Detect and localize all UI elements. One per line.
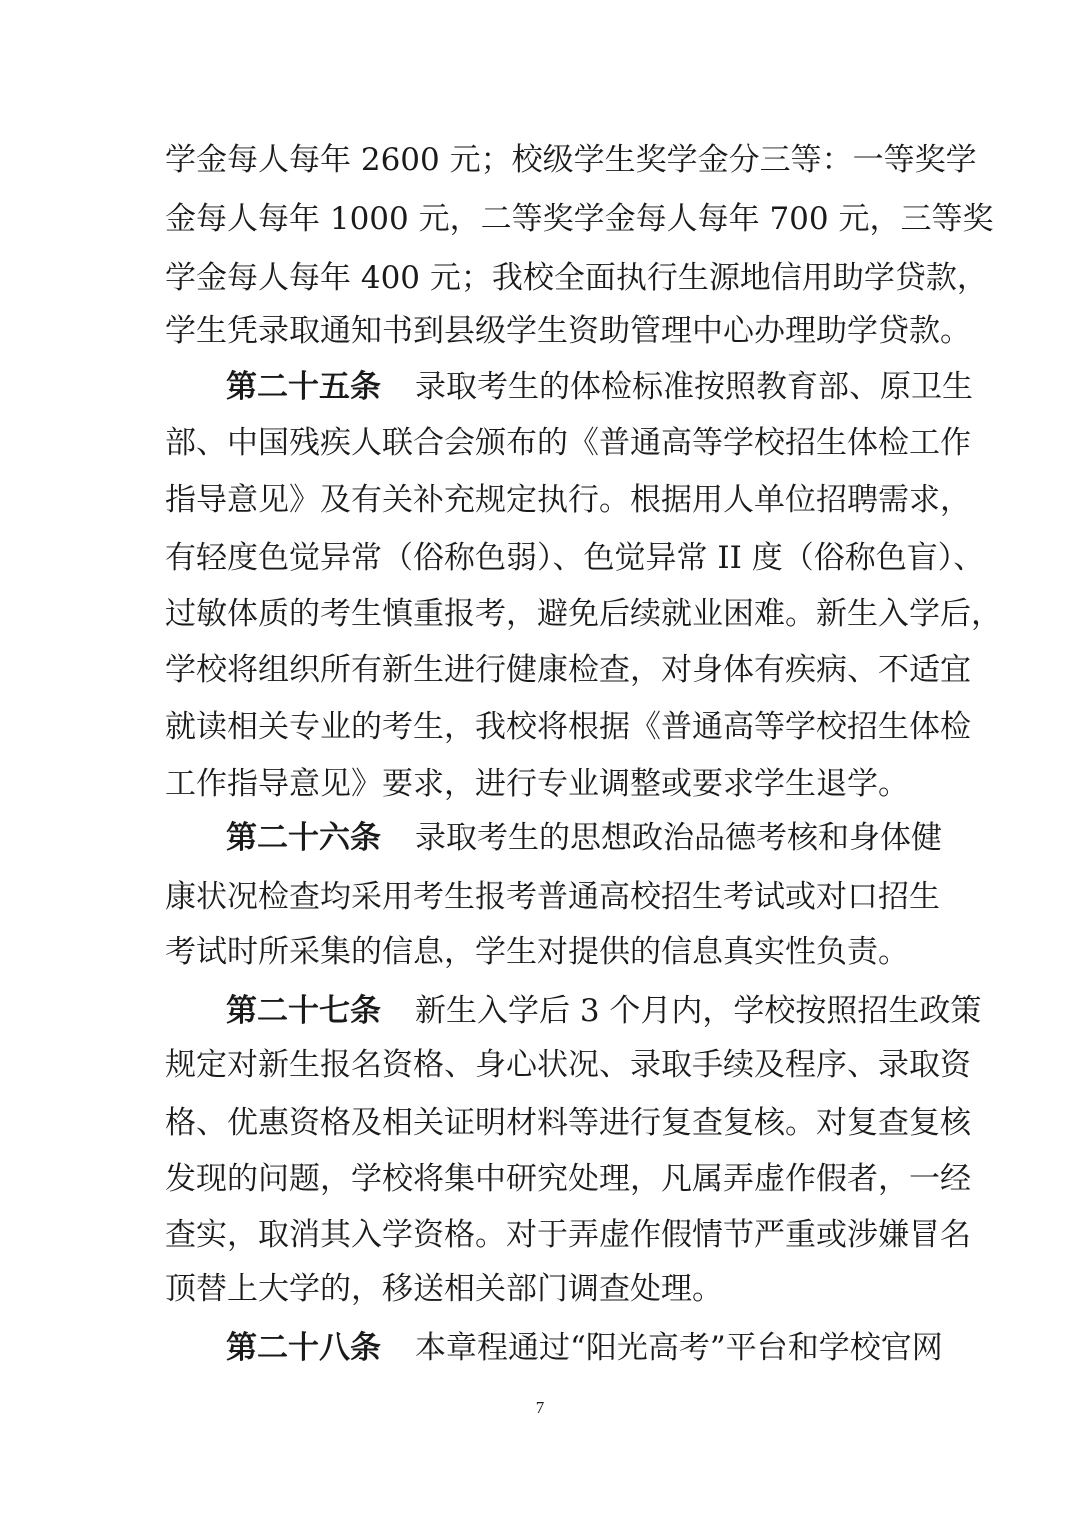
text-line: 部、中国残疾人联合会颁布的《普通高等学校招生体检工作 — [165, 425, 971, 461]
text-line: 工作指导意见》要求，进行专业调整或要求学生退学。 — [165, 766, 909, 802]
article-number: 第二十七条 — [226, 993, 381, 1029]
text-line: 学生凭录取通知书到县级学生资助管理中心办理助学贷款。 — [165, 313, 971, 349]
page-number: 7 — [535, 1398, 545, 1417]
text-line: 过敏体质的考生慎重报考，避免后续就业困难。新生入学后， — [165, 596, 1002, 632]
text-line: 就读相关专业的考生，我校将根据《普通高等学校招生体检 — [165, 709, 971, 745]
text-line: 指导意见》及有关补充规定执行。根据用人单位招聘需求， — [165, 482, 971, 518]
text-line: 金每人每年 1000 元，二等奖学金每人每年 700 元，三等奖 — [165, 201, 994, 237]
text-line: 规定对新生报名资格、身心状况、录取手续及程序、录取资 — [165, 1047, 971, 1083]
article-27-first-line — [226, 984, 982, 1038]
article-number: 第二十六条 — [226, 820, 381, 856]
article-text: 录取考生的体检标准按照教育部、原卫生 — [415, 369, 973, 405]
article-text: 新生入学后 3 个月内，学校按照招生政策 — [415, 993, 982, 1029]
text-line: 考试时所采集的信息，学生对提供的信息真实性负责。 — [165, 934, 909, 970]
text-line: 学校将组织所有新生进行健康检查，对身体有疾病、不适宜 — [165, 652, 971, 688]
article-text: 录取考生的思想政治品德考核和身体健 — [415, 820, 942, 856]
article-25-first-line — [226, 360, 973, 414]
article-28-first-line — [226, 1321, 943, 1375]
text-line: 发现的问题，学校将集中研究处理，凡属弄虚作假者，一经 — [165, 1161, 971, 1197]
article-number: 第二十五条 — [226, 369, 381, 405]
article-number: 第二十八条 — [226, 1330, 381, 1366]
text-line: 格、优惠资格及相关证明材料等进行复查复核。对复查复核 — [165, 1105, 971, 1141]
text-line: 查实，取消其入学资格。对于弄虚作假情节严重或涉嫌冒名 — [165, 1217, 971, 1253]
text-line: 有轻度色觉异常（俗称色弱）、色觉异常 II 度（俗称色盲）、 — [165, 540, 985, 576]
article-text: 本章程通过“阳光高考”平台和学校官网 — [415, 1330, 943, 1366]
text-line: 康状况检查均采用考生报考普通高校招生考试或对口招生 — [165, 879, 940, 915]
article-26-first-line — [226, 811, 942, 865]
text-line: 学金每人每年 2600 元；校级学生奖学金分三等：一等奖学 — [165, 142, 977, 178]
text-line: 顶替上大学的，移送相关部门调查处理。 — [165, 1271, 723, 1307]
text-line: 学金每人每年 400 元；我校全面执行生源地信用助学贷款， — [165, 260, 988, 296]
